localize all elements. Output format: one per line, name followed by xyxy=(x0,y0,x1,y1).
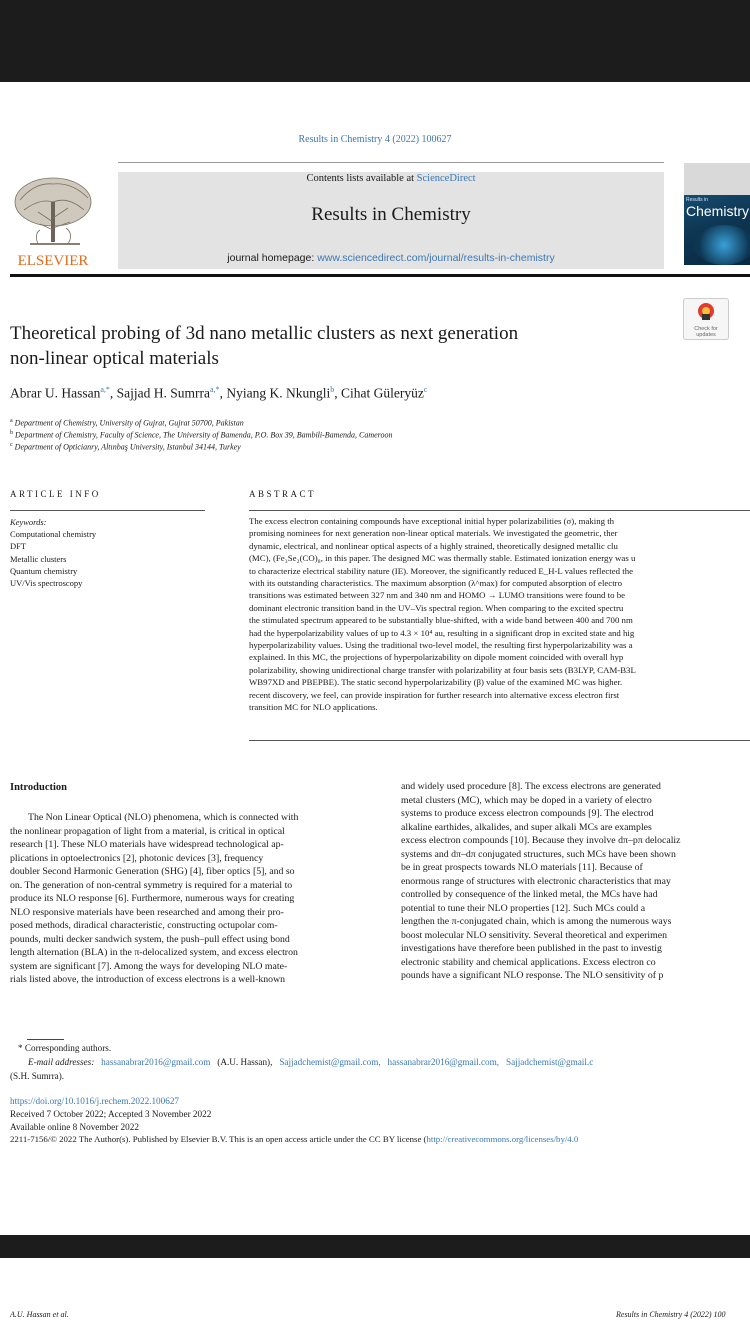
abstract-line: transitions was estimated between 327 nm and 340 nm and HOMO → LUMO transitions were found to be xyxy=(249,590,626,601)
article-title-line-1: Theoretical probing of 3d nano metallic clusters as next generation xyxy=(10,323,519,344)
body-line: produce its NLO response [6]. Furthermore, numerous ways for creating xyxy=(10,893,295,904)
abstract-line: had the hyperpolarizability values of up to 4.3 × 10⁴ au, resulting in a significant drop in excited state and hig xyxy=(249,627,635,638)
abstract-line: WB97XD and PBEPBE). The static second hyperpolarizability (β) value of the examined MC was higher. xyxy=(249,677,623,688)
body-line: system are significant [7]. Among the ways for developing NLO mate- xyxy=(10,960,288,972)
journal-title: Results in Chemistry xyxy=(311,204,471,225)
author-affiliation-mark[interactable]: b xyxy=(330,385,335,394)
license-line xyxy=(10,1134,578,1144)
abstract-line: the stimulated spectrum appeared to be substantially blue-shifted, with a wide band between 400 and 700 nm xyxy=(249,615,633,626)
cover-small-text: Results in xyxy=(686,197,708,203)
keyword[interactable]: Metallic clusters xyxy=(10,554,67,564)
body-line: enormous range of structures with electronic characteristics that may xyxy=(401,875,671,887)
license-link[interactable]: http://creativecommons.org/licenses/by/4.0 xyxy=(426,1134,579,1144)
keyword[interactable]: UV/Vis spectroscopy xyxy=(10,578,83,588)
footnote-rule xyxy=(27,1039,64,1040)
cover-title: Chemistry xyxy=(686,203,750,219)
top-dark-bar xyxy=(0,0,750,82)
author-separator: , xyxy=(109,385,117,401)
email-label: E-mail addresses: xyxy=(28,1057,95,1067)
contents-line xyxy=(118,173,664,184)
body-line: on. The generation of non-central symmetry is required for a material to xyxy=(10,879,293,891)
affiliation-a xyxy=(10,418,244,428)
badge-line-1: Check for xyxy=(694,326,718,332)
abstract-line: with its outstanding characteristics. The maximum absorption (λ^max) for computed absorption of electro xyxy=(249,578,622,589)
body-line: NLO responsive materials have been researched and among their pro- xyxy=(10,906,284,918)
body-line: research [1]. These NLO materials have widespread technological ap- xyxy=(10,839,284,850)
body-line: electronic stability and chemical applications. Excess electron co xyxy=(401,956,656,968)
publisher-name: ELSEVIER xyxy=(17,253,89,269)
article-title xyxy=(10,321,660,371)
abstract-line: dynamic, electrical, and nonlinear optical aspects of a highly strained, theoretically designed metallic clu xyxy=(249,540,618,551)
page-separator-bar xyxy=(0,1235,750,1258)
abstract-bottom-rule xyxy=(249,740,750,741)
keywords-label: Keywords: xyxy=(10,517,47,527)
author-separator: , xyxy=(334,385,341,401)
license-text: 2211-7156/© 2022 The Author(s). Published by Elsevier B.V. This is an open access article under the CC BY license ( xyxy=(10,1134,427,1144)
body-line: and widely used procedure [8]. The excess electrons are generated xyxy=(401,781,661,792)
author-name: Cihat Güleryüz xyxy=(340,385,424,401)
body-line: investigations have therefore been published in the past to investig xyxy=(401,943,662,954)
body-line: pounds, multi decker sandwich system, the push–pull effect using bond xyxy=(10,933,290,945)
running-head-left: A.U. Hassan et al. xyxy=(10,1310,69,1319)
abstract-line: polarizability, showing unidirectional charge transfer with polarizability at four basis sets (B3LYP, CAM-B3L xyxy=(249,664,636,675)
email-link[interactable]: hassanabrar2016@gmail.com, xyxy=(387,1057,500,1067)
homepage-link[interactable]: www.sciencedirect.com/journal/results-in-chemistry xyxy=(317,252,555,264)
elsevier-logo xyxy=(10,172,96,269)
running-head-right: Results in Chemistry 4 (2022) 100 xyxy=(616,1310,726,1319)
affiliation-c xyxy=(10,442,241,452)
body-line: metal clusters (MC), which may be doped in a variety of electro xyxy=(401,794,652,806)
author-name: Sajjad H. Sumrra xyxy=(116,385,211,401)
keyword[interactable]: DFT xyxy=(10,541,27,551)
doi-link[interactable]: https://doi.org/10.1016/j.rechem.2022.100627 xyxy=(10,1096,180,1106)
body-line: be in great prospects towards NLO materials [11]. Because of xyxy=(401,862,643,873)
body-line: doubler Second Harmonic Generation (SHG) [4], fiber optics [5], and so xyxy=(10,866,295,877)
email-line xyxy=(28,1057,593,1067)
body-left-column xyxy=(10,811,376,987)
received-dates: Received 7 October 2022; Accepted 3 November 2022 xyxy=(10,1109,212,1119)
badge-line-2: updates xyxy=(696,332,716,338)
body-line: length alternation (BLA) in the π-delocalized system, and excess electron xyxy=(10,947,298,958)
body-line: boost molecular NLO sensitivity. Several theoretical and experimen xyxy=(401,929,667,941)
article-info-rule xyxy=(10,510,205,511)
affiliation-text: Department of Chemistry, Faculty of Science, The University of Bamenda, P.O. Box 39, Bambili-Bamenda, Cameroon xyxy=(15,430,393,440)
abstract-rule xyxy=(249,510,750,511)
author-affiliation-mark[interactable]: a,* xyxy=(210,385,220,394)
body-line: the nonlinear propagation of light from a material, is critical in optical xyxy=(10,825,285,837)
masthead-top-rule xyxy=(118,162,664,163)
abstract-line: recent discovery, we feel, can provide inspiration for further research into alternative excess electron first xyxy=(249,689,620,700)
cover-graphic xyxy=(694,225,750,265)
corresponding-note: * Corresponding authors. xyxy=(18,1043,112,1053)
available-online: Available online 8 November 2022 xyxy=(10,1122,139,1132)
email-owner-2: (S.H. Sumrra). xyxy=(10,1071,65,1081)
body-line: potential to tune their NLO properties [12]. Such MCs could a xyxy=(401,902,646,914)
body-line: posed methods, diradical characteristic, constructing octupolar com- xyxy=(10,920,278,931)
body-line: controlled by consequence of the linked metal, the MCs have had xyxy=(401,889,658,900)
journal-cover-thumbnail[interactable] xyxy=(684,163,750,265)
abstract-body xyxy=(249,515,750,714)
header-thick-rule xyxy=(10,274,750,277)
affiliation-text: Department of Opticianry, Altınbaş University, Istanbul 34144, Turkey xyxy=(14,442,241,452)
abstract-line: transition MC for NLO applications. xyxy=(249,702,378,713)
check-updates-icon xyxy=(696,301,716,321)
author-name: Nyiang K. Nkungli xyxy=(226,385,331,401)
abstract-line: (MC), (Fe₃Se₂(CO)₈, in this paper. The designed MC was thermally stable. Estimated ionization energy was u xyxy=(249,553,636,564)
journal-homepage xyxy=(118,252,664,264)
body-line: systems and dπ–dπ conjugated structures, such MCs have been shown xyxy=(401,848,676,860)
body-line: systems to produce excess electron compounds [9]. The electrod xyxy=(401,808,654,819)
body-line: alkaline earthides, alkalides, and super alkali MCs are examples xyxy=(401,821,652,833)
abstract-heading: ABSTRACT xyxy=(249,489,317,499)
abstract-line: hyperpolarizability values. Using the traditional two-level model, the resulting first hyperpolarizability was a xyxy=(249,640,633,651)
body-line: pounds have a significant NLO response. The NLO sensitivity of p xyxy=(401,970,664,981)
affiliation-mark: a xyxy=(10,418,13,424)
body-line: The Non Linear Optical (NLO) phenomena, which is connected with xyxy=(28,812,299,823)
abstract-line: to characterize electrical stability nature (IE). Moreover, the significantly reduced E_H-L values reflected the xyxy=(249,565,634,576)
affiliation-text: Department of Chemistry, University of Gujrat, Gujrat 50700, Pakistan xyxy=(14,418,244,428)
contents-prefix: Contents lists available at xyxy=(306,173,417,184)
email-link[interactable]: Sajjadchemist@gmail.c xyxy=(505,1057,594,1067)
author-list xyxy=(10,385,750,402)
author-name: Abrar U. Hassan xyxy=(10,385,101,401)
article-title-line-2: non-linear optical materials xyxy=(10,348,219,369)
journal-reference-link[interactable]: Results in Chemistry 4 (2022) 100627 xyxy=(298,134,452,145)
body-line: plications in optoelectronics [2], photonic devices [3], frequency xyxy=(10,852,264,864)
affiliation-b xyxy=(10,430,393,440)
author-affiliation-mark[interactable]: c xyxy=(423,385,428,394)
keyword[interactable]: Quantum chemistry xyxy=(10,566,78,576)
abstract-line: dominant electronic transition band in the UV–Vis spectral region. When comparing to the excited spectru xyxy=(249,602,624,613)
affiliation-mark: c xyxy=(10,442,13,448)
abstract-line: promising nominees for next generation non-linear optical materials. We investigated the geometric, ther xyxy=(249,528,618,539)
homepage-prefix: journal homepage: xyxy=(227,252,318,264)
abstract-line: explained. In this MC, the projections of hyperpolarizability on dipole moment coincided with overall hyp xyxy=(249,652,624,663)
affiliation-mark: b xyxy=(10,430,13,436)
author-affiliation-mark[interactable]: a,* xyxy=(100,385,110,394)
introduction-heading: Introduction xyxy=(10,782,67,793)
body-line: lengthen the π-conjugated chain, which is among the numerous ways xyxy=(401,916,672,927)
cover-header xyxy=(684,163,750,195)
email-link[interactable]: Sajjadchemist@gmail.com, xyxy=(279,1057,381,1067)
keyword[interactable]: Computational chemistry xyxy=(10,529,97,539)
abstract-line: The excess electron containing compounds have exceptional initial hyper polarizabilities (σ), making th xyxy=(249,516,615,526)
elsevier-tree-icon xyxy=(10,172,96,269)
email-link[interactable]: hassanabrar2016@gmail.com xyxy=(101,1057,211,1067)
check-for-updates-badge[interactable] xyxy=(683,298,729,340)
email-owner: (A.U. Hassan), xyxy=(217,1057,273,1067)
body-right-column xyxy=(401,780,750,983)
body-line: excess electron compounds [10]. Because they involve dπ–pπ delocaliz xyxy=(401,835,681,846)
article-info-heading: ARTICLE INFO xyxy=(10,489,101,499)
sciencedirect-link[interactable]: ScienceDirect xyxy=(416,173,476,184)
body-line: rials listed above, the introduction of excess electrons is a well-known xyxy=(10,974,286,985)
author-separator: , xyxy=(219,385,227,401)
